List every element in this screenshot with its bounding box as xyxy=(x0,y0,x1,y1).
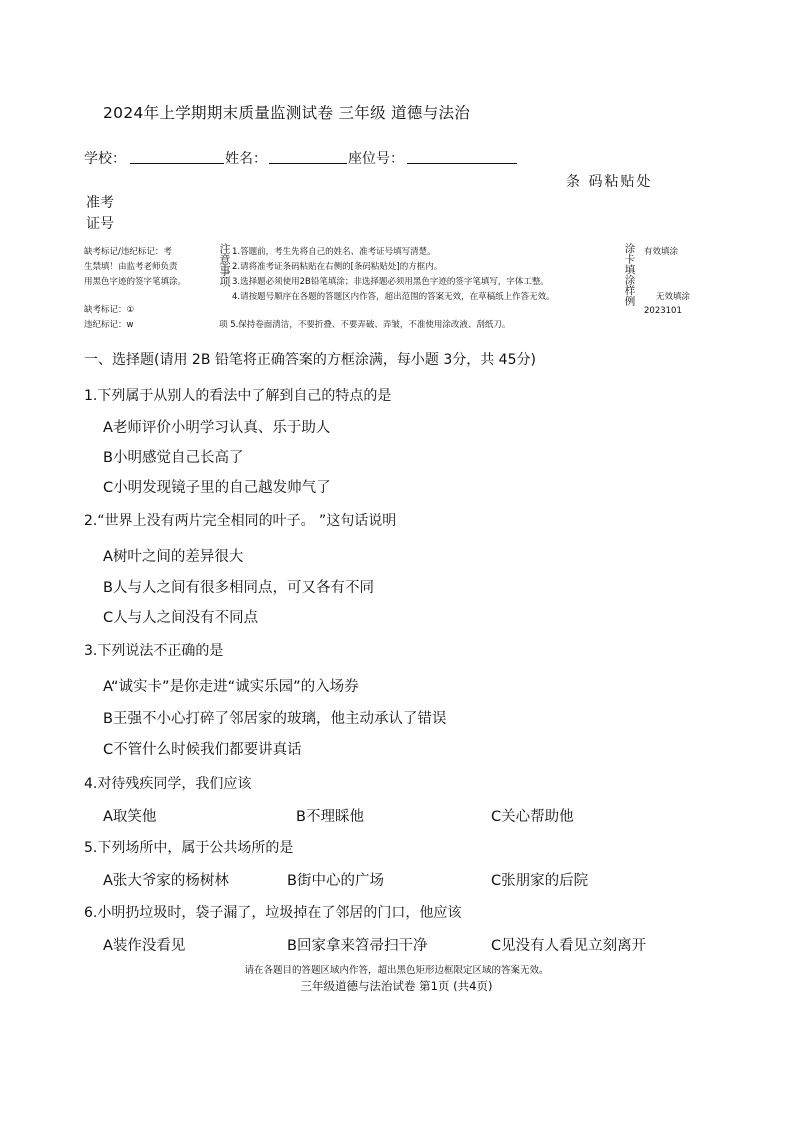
question-5-option-b[interactable]: B街中心的广场 xyxy=(287,873,384,889)
question-1-option-c[interactable]: C小明发现镜子里的自己越发帅气了 xyxy=(103,480,331,496)
question-4-stem: 4.对待残疾同学，我们应该 xyxy=(84,776,252,792)
notice-vertical-label: 注意事项 xyxy=(218,243,231,287)
left-note-line1: 缺考标记/违纪标记：考 xyxy=(84,247,172,257)
notice-item-2: 2.请将准考证条码粘贴在右侧的[条码粘贴处]的方框内。 xyxy=(232,262,443,272)
notice-item-3: 3.选择题必须使用2B铅笔填涂；非选择题必须用黑色字迹的签字笔填写，字体工整。 xyxy=(232,277,549,287)
question-2-option-b[interactable]: B人与人之间有很多相同点，可又各有不同 xyxy=(103,580,374,596)
question-6-option-a[interactable]: A装作没看见 xyxy=(103,938,186,954)
question-2-option-c[interactable]: C人与人之间没有不同点 xyxy=(103,610,259,626)
name-input-line[interactable] xyxy=(269,163,347,164)
valid-fill-label: 有效填涂 xyxy=(644,247,679,257)
exam-id-label-line1: 准考 xyxy=(86,195,114,211)
left-note-line3: 用黑色字迹的签字笔填涂。 xyxy=(84,277,187,287)
left-note-line2: 生禁填！由监考老师负责 xyxy=(84,262,178,272)
question-2-option-a[interactable]: A树叶之间的差异很大 xyxy=(103,549,244,565)
footer-answer-note: 请在各题目的答题区域内作答，超出黑色矩形边框限定区域的答案无效。 xyxy=(244,965,549,976)
violation-mark-label: 违纪标记：w xyxy=(84,320,134,330)
fill-example-vertical-label: 涂卡填涂样例 xyxy=(623,243,636,306)
notice-item-4: 4.请按题号顺序在各题的答题区内作答，超出范围的答案无效，在草稿纸上作答无效。 xyxy=(232,292,555,302)
question-1-option-a[interactable]: A老师评价小明学习认真、乐于助人 xyxy=(103,420,331,436)
notice-item-5: 项 5.保持卷面清洁，不要折叠、不要弄破、弄皱，不准使用涂改液、刮纸刀。 xyxy=(219,320,511,330)
school-input-line[interactable] xyxy=(130,163,224,164)
question-4-option-a[interactable]: A取笑他 xyxy=(103,809,157,825)
barcode-area-label: 条 码粘贴处 xyxy=(566,174,653,190)
question-5-stem: 5.下列场所中，属于公共场所的是 xyxy=(84,840,294,856)
question-6-stem: 6.小明扔垃圾时，袋子漏了，垃圾掉在了邻居的门口，他应该 xyxy=(84,905,462,921)
footer-page-number: 三年级道德与法治试卷 第1页 (共4页) xyxy=(300,979,493,993)
question-1-stem: 1.下列属于从别人的看法中了解到自己的特点的是 xyxy=(84,388,392,404)
exam-id-label-line2: 证号 xyxy=(86,216,114,232)
exam-title: 2024年上学期期末质量监测试卷 三年级 道德与法治 xyxy=(103,104,471,122)
question-6-option-b[interactable]: B回家拿来笤帚扫干净 xyxy=(287,938,428,954)
absent-mark-label: 缺考标记：① xyxy=(84,305,135,315)
question-4-option-b[interactable]: B不理睬他 xyxy=(296,809,364,825)
question-5-option-a[interactable]: A张大爷家的杨树林 xyxy=(103,873,229,889)
question-1-option-b[interactable]: B小明感觉自己长高了 xyxy=(103,450,244,466)
seat-label: 座位号： xyxy=(348,151,404,167)
question-3-option-b[interactable]: B王强不小心打碎了邻居家的玻璃，他主动承认了错误 xyxy=(103,711,447,727)
school-label: 学校： xyxy=(84,151,126,167)
name-label: 姓名： xyxy=(225,151,267,167)
question-5-option-c[interactable]: C张朋家的后院 xyxy=(491,873,589,889)
question-3-option-c[interactable]: C不管什么时候我们都要讲真话 xyxy=(103,742,302,758)
question-3-stem: 3.下列说法不正确的是 xyxy=(84,643,224,659)
invalid-fill-label: 无效填涂 xyxy=(656,292,691,302)
question-6-option-c[interactable]: C见没有人看见立刻离开 xyxy=(491,938,647,954)
question-2-stem: 2.“世界上没有两片完全相同的叶子。 ”这句话说明 xyxy=(84,513,397,529)
seat-input-line[interactable] xyxy=(407,163,517,164)
section-title: 一、选择题(请用 2B 铅笔将正确答案的方框涂满，每小题 3分，共 45分) xyxy=(84,352,536,368)
fill-example-code: 2023101 xyxy=(644,306,682,316)
notice-item-1: 1.答题前，考生先将自己的姓名、准考证号填写清楚。 xyxy=(232,247,436,257)
question-3-option-a[interactable]: A“诚实卡”是你走进“诚实乐园”的入场券 xyxy=(103,679,359,695)
question-4-option-c[interactable]: C关心帮助他 xyxy=(491,809,574,825)
